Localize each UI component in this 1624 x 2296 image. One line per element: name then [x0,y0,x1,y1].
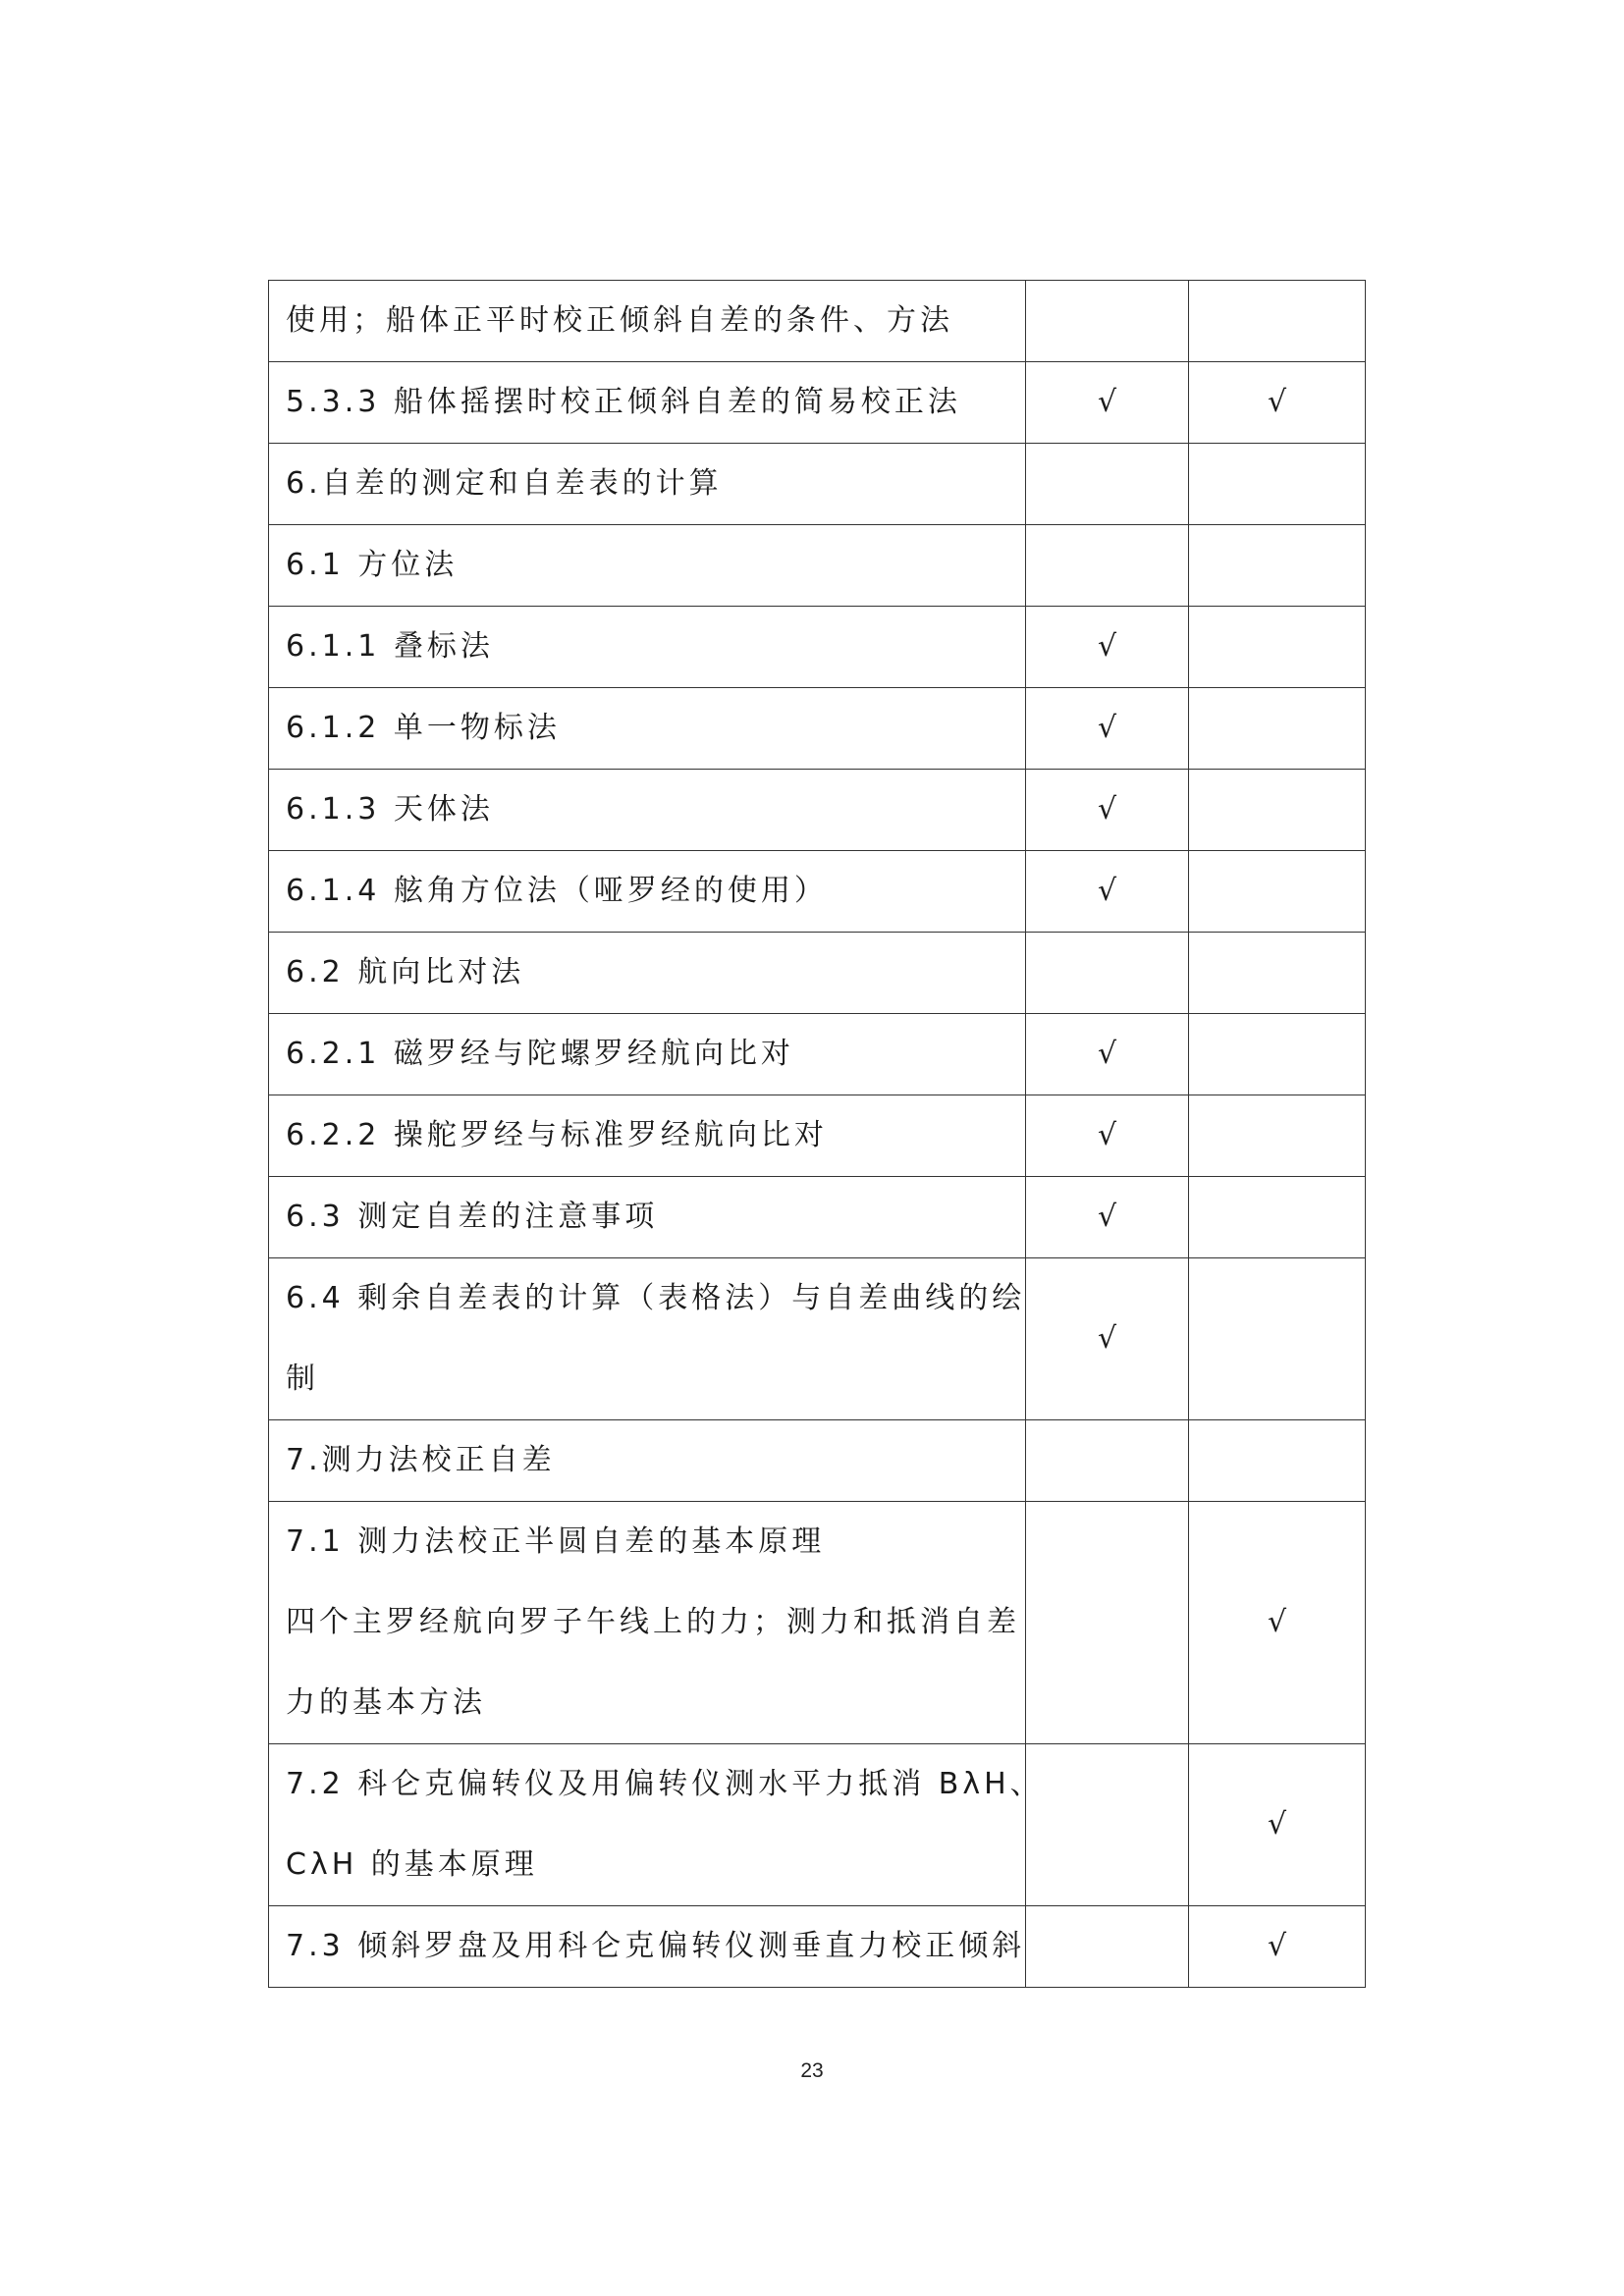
topic-cell: 6.1.3 天体法 [269,770,1026,851]
table-row [269,851,1366,933]
table-row [269,1906,1366,1988]
check-cell-b [1189,444,1366,525]
check-cell-a [1026,281,1189,362]
check-cell-b: √ [1189,1502,1366,1744]
table-row [269,1420,1366,1502]
table-row [269,1258,1366,1420]
topic-cell: 6.1.4 舷角方位法（哑罗经的使用） [269,851,1026,933]
table-row [269,1502,1366,1744]
topic-cell: 5.3.3 船体摇摆时校正倾斜自差的简易校正法 [269,362,1026,444]
table-row [269,281,1366,362]
topic-cell: 6.1 方位法 [269,525,1026,607]
topic-cell: 7.2 科仑克偏转仪及用偏转仪测水平力抵消 BλH、 CλH 的基本原理 [269,1744,1026,1906]
syllabus-table [268,280,1366,1988]
check-cell-b [1189,1014,1366,1095]
topic-cell: 使用；船体正平时校正倾斜自差的条件、方法 [269,281,1026,362]
check-cell-a [1026,525,1189,607]
check-cell-b [1189,1258,1366,1420]
check-cell-a: √ [1026,1014,1189,1095]
check-cell-b [1189,770,1366,851]
check-cell-a: √ [1026,1258,1189,1420]
check-cell-a [1026,1744,1189,1906]
check-cell-b: √ [1189,1744,1366,1906]
topic-cell: 7.3 倾斜罗盘及用科仑克偏转仪测垂直力校正倾斜 [269,1906,1026,1988]
table-row [269,525,1366,607]
check-cell-b [1189,851,1366,933]
check-cell-b [1189,525,1366,607]
topic-cell: 6.1.2 单一物标法 [269,688,1026,770]
check-cell-b [1189,281,1366,362]
topic-cell: 6.2 航向比对法 [269,933,1026,1014]
page-number: 23 [800,2059,824,2082]
check-cell-b [1189,607,1366,688]
check-cell-a: √ [1026,362,1189,444]
topic-cell: 6.2.1 磁罗经与陀螺罗经航向比对 [269,1014,1026,1095]
table-row [269,933,1366,1014]
table-row [269,1014,1366,1095]
table-row [269,1177,1366,1258]
check-cell-a: √ [1026,1095,1189,1177]
table-row [269,1744,1366,1906]
table-row [269,607,1366,688]
check-cell-b [1189,933,1366,1014]
check-cell-a: √ [1026,607,1189,688]
check-cell-b [1189,1095,1366,1177]
check-cell-a [1026,933,1189,1014]
check-cell-a: √ [1026,688,1189,770]
check-cell-a: √ [1026,851,1189,933]
check-cell-a: √ [1026,770,1189,851]
topic-cell: 6.1.1 叠标法 [269,607,1026,688]
check-cell-a [1026,1906,1189,1988]
topic-cell: 6.自差的测定和自差表的计算 [269,444,1026,525]
table-row [269,688,1366,770]
check-cell-a [1026,1420,1189,1502]
check-cell-b [1189,688,1366,770]
table-row [269,1095,1366,1177]
table-row [269,770,1366,851]
check-cell-b: √ [1189,362,1366,444]
check-cell-a [1026,1502,1189,1744]
check-cell-b [1189,1420,1366,1502]
topic-cell: 6.2.2 操舵罗经与标准罗经航向比对 [269,1095,1026,1177]
topic-cell: 7.测力法校正自差 [269,1420,1026,1502]
check-cell-b [1189,1177,1366,1258]
topic-cell: 7.1 测力法校正半圆自差的基本原理 四个主罗经航向罗子午线上的力；测力和抵消自差 力的基本方法 [269,1502,1026,1744]
table-row [269,362,1366,444]
topic-cell: 6.4 剩余自差表的计算（表格法）与自差曲线的绘 制 [269,1258,1026,1420]
topic-cell: 6.3 测定自差的注意事项 [269,1177,1026,1258]
check-cell-a [1026,444,1189,525]
check-cell-b: √ [1189,1906,1366,1988]
table-row [269,444,1366,525]
check-cell-a: √ [1026,1177,1189,1258]
